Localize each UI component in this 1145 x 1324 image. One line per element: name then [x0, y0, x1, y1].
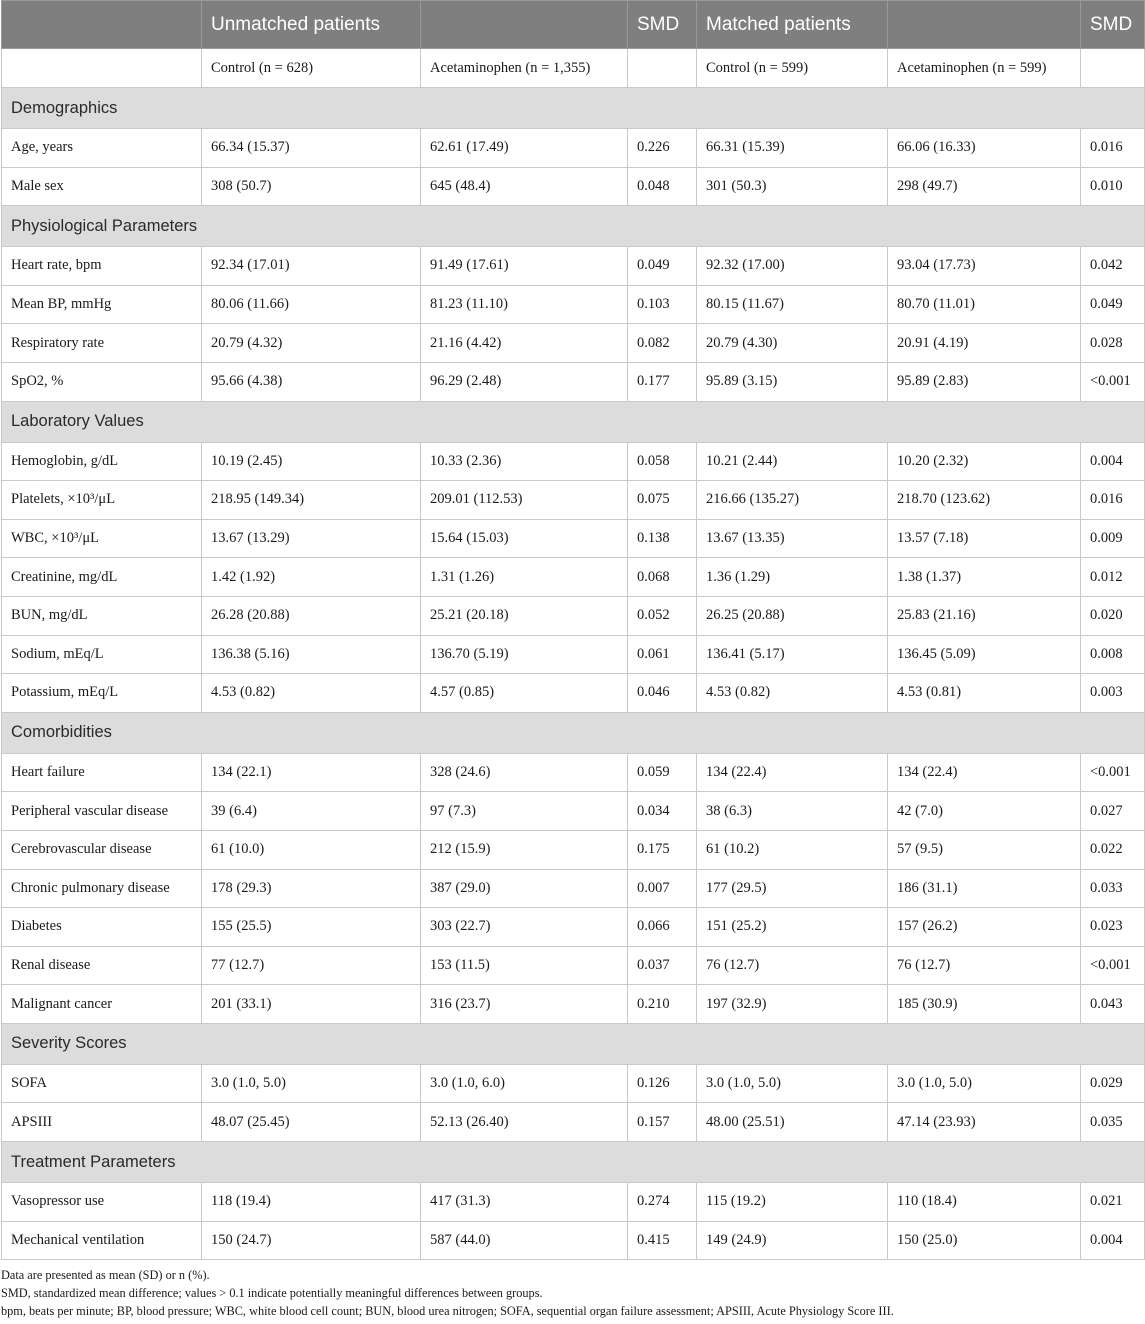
unmatched-smd-value: 0.126 — [628, 1064, 697, 1103]
matched-control-value: 115 (19.2) — [697, 1183, 888, 1222]
unmatched-acetaminophen-value: 209.01 (112.53) — [421, 481, 628, 520]
matched-smd-value: 0.003 — [1081, 674, 1145, 713]
footnote-smd-definition: SMD, standardized mean difference; values > 0.1 indicate potentially meaningful differences between groups. — [1, 1286, 543, 1300]
unmatched-smd-value: 0.061 — [628, 635, 697, 674]
unmatched-smd-value: 0.048 — [628, 167, 697, 206]
table-row — [2, 481, 1145, 520]
unmatched-smd-value: 0.049 — [628, 247, 697, 286]
table-body — [2, 88, 1145, 1260]
unmatched-smd-value: 0.007 — [628, 869, 697, 908]
row-label: Respiratory rate — [2, 324, 202, 363]
table-row — [2, 635, 1145, 674]
matched-control-value: 10.21 (2.44) — [697, 442, 888, 481]
unmatched-acetaminophen-value: 81.23 (11.10) — [421, 285, 628, 324]
section-title: Severity Scores — [2, 1023, 1145, 1064]
unmatched-smd-value: 0.226 — [628, 129, 697, 168]
table-row — [2, 830, 1145, 869]
unmatched-control-value: 118 (19.4) — [202, 1183, 421, 1222]
unmatched-smd-value: 0.175 — [628, 830, 697, 869]
matched-smd-value: 0.004 — [1081, 442, 1145, 481]
header-matched-patients: Matched patients — [697, 1, 888, 49]
matched-acetaminophen-value: 298 (49.7) — [888, 167, 1081, 206]
matched-smd-value: 0.020 — [1081, 596, 1145, 635]
matched-smd-value: 0.016 — [1081, 481, 1145, 520]
matched-acetaminophen-value: 80.70 (11.01) — [888, 285, 1081, 324]
unmatched-acetaminophen-value: 303 (22.7) — [421, 908, 628, 947]
table-row — [2, 674, 1145, 713]
table-row — [2, 442, 1145, 481]
matched-control-value: 4.53 (0.82) — [697, 674, 888, 713]
subheader-smd-blank-cell — [1081, 49, 1145, 88]
matched-control-value: 20.79 (4.30) — [697, 324, 888, 363]
section-title: Demographics — [2, 88, 1145, 129]
subheader-matched-control: Control (n = 599) — [697, 49, 888, 88]
header-matched-blank-cell — [888, 1, 1081, 49]
unmatched-acetaminophen-value: 1.31 (1.26) — [421, 558, 628, 597]
row-label: Sodium, mEq/L — [2, 635, 202, 674]
section-title: Laboratory Values — [2, 401, 1145, 442]
matched-control-value: 197 (32.9) — [697, 985, 888, 1024]
header-unmatched-patients: Unmatched patients — [202, 1, 421, 49]
unmatched-smd-value: 0.415 — [628, 1221, 697, 1260]
table-row — [2, 1183, 1145, 1222]
table-row — [2, 324, 1145, 363]
matched-acetaminophen-value: 185 (30.9) — [888, 985, 1081, 1024]
table-header-row — [2, 1, 1145, 49]
unmatched-smd-value: 0.210 — [628, 985, 697, 1024]
matched-control-value: 38 (6.3) — [697, 792, 888, 831]
unmatched-acetaminophen-value: 4.57 (0.85) — [421, 674, 628, 713]
matched-acetaminophen-value: 20.91 (4.19) — [888, 324, 1081, 363]
matched-acetaminophen-value: 42 (7.0) — [888, 792, 1081, 831]
matched-control-value: 61 (10.2) — [697, 830, 888, 869]
unmatched-control-value: 10.19 (2.45) — [202, 442, 421, 481]
row-label: Chronic pulmonary disease — [2, 869, 202, 908]
row-label: Male sex — [2, 167, 202, 206]
table-row — [2, 753, 1145, 792]
matched-control-value: 26.25 (20.88) — [697, 596, 888, 635]
unmatched-control-value: 48.07 (25.45) — [202, 1103, 421, 1142]
matched-acetaminophen-value: 186 (31.1) — [888, 869, 1081, 908]
unmatched-control-value: 80.06 (11.66) — [202, 285, 421, 324]
row-label: Heart rate, bpm — [2, 247, 202, 286]
row-label: SpO2, % — [2, 362, 202, 401]
unmatched-control-value: 92.34 (17.01) — [202, 247, 421, 286]
matched-smd-value: 0.029 — [1081, 1064, 1145, 1103]
row-label: WBC, ×10³/μL — [2, 519, 202, 558]
matched-control-value: 76 (12.7) — [697, 946, 888, 985]
row-label: Cerebrovascular disease — [2, 830, 202, 869]
unmatched-smd-value: 0.058 — [628, 442, 697, 481]
row-label: BUN, mg/dL — [2, 596, 202, 635]
unmatched-control-value: 61 (10.0) — [202, 830, 421, 869]
unmatched-acetaminophen-value: 417 (31.3) — [421, 1183, 628, 1222]
unmatched-acetaminophen-value: 62.61 (17.49) — [421, 129, 628, 168]
section-title: Treatment Parameters — [2, 1142, 1145, 1183]
matched-smd-value: <0.001 — [1081, 362, 1145, 401]
row-label: Heart failure — [2, 753, 202, 792]
matched-smd-value: 0.023 — [1081, 908, 1145, 947]
matched-smd-value: 0.022 — [1081, 830, 1145, 869]
row-label: Creatinine, mg/dL — [2, 558, 202, 597]
matched-acetaminophen-value: 150 (25.0) — [888, 1221, 1081, 1260]
matched-control-value: 80.15 (11.67) — [697, 285, 888, 324]
unmatched-control-value: 26.28 (20.88) — [202, 596, 421, 635]
row-label: Mechanical ventilation — [2, 1221, 202, 1260]
matched-smd-value: 0.027 — [1081, 792, 1145, 831]
unmatched-acetaminophen-value: 645 (48.4) — [421, 167, 628, 206]
matched-control-value: 301 (50.3) — [697, 167, 888, 206]
unmatched-smd-value: 0.037 — [628, 946, 697, 985]
unmatched-smd-value: 0.068 — [628, 558, 697, 597]
unmatched-acetaminophen-value: 136.70 (5.19) — [421, 635, 628, 674]
matched-acetaminophen-value: 66.06 (16.33) — [888, 129, 1081, 168]
unmatched-acetaminophen-value: 97 (7.3) — [421, 792, 628, 831]
unmatched-acetaminophen-value: 316 (23.7) — [421, 985, 628, 1024]
section-title: Physiological Parameters — [2, 206, 1145, 247]
unmatched-control-value: 201 (33.1) — [202, 985, 421, 1024]
table-row — [2, 946, 1145, 985]
unmatched-smd-value: 0.046 — [628, 674, 697, 713]
table-row — [2, 558, 1145, 597]
unmatched-control-value: 218.95 (149.34) — [202, 481, 421, 520]
matched-control-value: 216.66 (135.27) — [697, 481, 888, 520]
row-label: SOFA — [2, 1064, 202, 1103]
footnote-abbreviations: bpm, beats per minute; BP, blood pressure; WBC, white blood cell count; BUN, blood urea nitrogen; SOFA, sequential organ failure assessment; APSIII, Acute Physiology Score III. — [1, 1304, 894, 1318]
table-row — [2, 869, 1145, 908]
table-row — [2, 1103, 1145, 1142]
matched-control-value: 134 (22.4) — [697, 753, 888, 792]
matched-acetaminophen-value: 157 (26.2) — [888, 908, 1081, 947]
baseline-characteristics-table — [1, 0, 1145, 1260]
matched-control-value: 3.0 (1.0, 5.0) — [697, 1064, 888, 1103]
table-row — [2, 792, 1145, 831]
matched-smd-value: 0.021 — [1081, 1183, 1145, 1222]
unmatched-control-value: 1.42 (1.92) — [202, 558, 421, 597]
table-row — [2, 596, 1145, 635]
unmatched-acetaminophen-value: 587 (44.0) — [421, 1221, 628, 1260]
unmatched-smd-value: 0.034 — [628, 792, 697, 831]
unmatched-control-value: 308 (50.7) — [202, 167, 421, 206]
unmatched-control-value: 136.38 (5.16) — [202, 635, 421, 674]
matched-smd-value: <0.001 — [1081, 946, 1145, 985]
matched-control-value: 151 (25.2) — [697, 908, 888, 947]
matched-smd-value: 0.010 — [1081, 167, 1145, 206]
subheader-unmatched-acetaminophen: Acetaminophen (n = 1,355) — [421, 49, 628, 88]
matched-control-value: 48.00 (25.51) — [697, 1103, 888, 1142]
matched-acetaminophen-value: 95.89 (2.83) — [888, 362, 1081, 401]
matched-smd-value: 0.028 — [1081, 324, 1145, 363]
matched-acetaminophen-value: 10.20 (2.32) — [888, 442, 1081, 481]
unmatched-acetaminophen-value: 15.64 (15.03) — [421, 519, 628, 558]
matched-control-value: 177 (29.5) — [697, 869, 888, 908]
header-smd-unmatched: SMD — [628, 1, 697, 49]
header-unmatched-blank-cell — [421, 1, 628, 49]
table-row — [2, 985, 1145, 1024]
matched-acetaminophen-value: 136.45 (5.09) — [888, 635, 1081, 674]
unmatched-control-value: 13.67 (13.29) — [202, 519, 421, 558]
table-row — [2, 247, 1145, 286]
matched-control-value: 136.41 (5.17) — [697, 635, 888, 674]
unmatched-acetaminophen-value: 96.29 (2.48) — [421, 362, 628, 401]
matched-control-value: 95.89 (3.15) — [697, 362, 888, 401]
matched-acetaminophen-value: 3.0 (1.0, 5.0) — [888, 1064, 1081, 1103]
matched-control-value: 1.36 (1.29) — [697, 558, 888, 597]
row-label: Hemoglobin, g/dL — [2, 442, 202, 481]
section-header-row — [2, 88, 1145, 129]
table-row — [2, 519, 1145, 558]
section-header-row — [2, 712, 1145, 753]
row-label: Diabetes — [2, 908, 202, 947]
unmatched-control-value: 134 (22.1) — [202, 753, 421, 792]
matched-acetaminophen-value: 134 (22.4) — [888, 753, 1081, 792]
table-row — [2, 1221, 1145, 1260]
unmatched-acetaminophen-value: 153 (11.5) — [421, 946, 628, 985]
matched-control-value: 66.31 (15.39) — [697, 129, 888, 168]
unmatched-control-value: 4.53 (0.82) — [202, 674, 421, 713]
section-header-row — [2, 206, 1145, 247]
matched-acetaminophen-value: 25.83 (21.16) — [888, 596, 1081, 635]
matched-acetaminophen-value: 110 (18.4) — [888, 1183, 1081, 1222]
unmatched-smd-value: 0.066 — [628, 908, 697, 947]
matched-acetaminophen-value: 47.14 (23.93) — [888, 1103, 1081, 1142]
matched-smd-value: 0.042 — [1081, 247, 1145, 286]
unmatched-smd-value: 0.082 — [628, 324, 697, 363]
row-label: Malignant cancer — [2, 985, 202, 1024]
section-header-row — [2, 1142, 1145, 1183]
table-row — [2, 908, 1145, 947]
unmatched-smd-value: 0.177 — [628, 362, 697, 401]
unmatched-acetaminophen-value: 21.16 (4.42) — [421, 324, 628, 363]
row-label: Potassium, mEq/L — [2, 674, 202, 713]
matched-smd-value: 0.004 — [1081, 1221, 1145, 1260]
table-row — [2, 167, 1145, 206]
unmatched-smd-value: 0.157 — [628, 1103, 697, 1142]
row-label: Mean BP, mmHg — [2, 285, 202, 324]
matched-control-value: 149 (24.9) — [697, 1221, 888, 1260]
matched-smd-value: 0.043 — [1081, 985, 1145, 1024]
matched-smd-value: 0.012 — [1081, 558, 1145, 597]
unmatched-acetaminophen-value: 10.33 (2.36) — [421, 442, 628, 481]
header-smd-matched: SMD — [1081, 1, 1145, 49]
section-header-row — [2, 1023, 1145, 1064]
unmatched-smd-value: 0.103 — [628, 285, 697, 324]
section-title: Comorbidities — [2, 712, 1145, 753]
matched-acetaminophen-value: 1.38 (1.37) — [888, 558, 1081, 597]
matched-control-value: 92.32 (17.00) — [697, 247, 888, 286]
unmatched-acetaminophen-value: 328 (24.6) — [421, 753, 628, 792]
matched-smd-value: <0.001 — [1081, 753, 1145, 792]
unmatched-acetaminophen-value: 91.49 (17.61) — [421, 247, 628, 286]
unmatched-acetaminophen-value: 3.0 (1.0, 6.0) — [421, 1064, 628, 1103]
unmatched-control-value: 150 (24.7) — [202, 1221, 421, 1260]
unmatched-smd-value: 0.274 — [628, 1183, 697, 1222]
matched-smd-value: 0.035 — [1081, 1103, 1145, 1142]
subheader-unmatched-control: Control (n = 628) — [202, 49, 421, 88]
footnote-data-format: Data are presented as mean (SD) or n (%). — [1, 1268, 210, 1282]
matched-acetaminophen-value: 218.70 (123.62) — [888, 481, 1081, 520]
row-label: APSIII — [2, 1103, 202, 1142]
table-row — [2, 285, 1145, 324]
row-label: Renal disease — [2, 946, 202, 985]
table-row — [2, 129, 1145, 168]
unmatched-control-value: 20.79 (4.32) — [202, 324, 421, 363]
unmatched-smd-value: 0.075 — [628, 481, 697, 520]
matched-smd-value: 0.008 — [1081, 635, 1145, 674]
row-label: Platelets, ×10³/μL — [2, 481, 202, 520]
unmatched-smd-value: 0.138 — [628, 519, 697, 558]
matched-control-value: 13.67 (13.35) — [697, 519, 888, 558]
matched-acetaminophen-value: 13.57 (7.18) — [888, 519, 1081, 558]
unmatched-acetaminophen-value: 25.21 (20.18) — [421, 596, 628, 635]
matched-acetaminophen-value: 57 (9.5) — [888, 830, 1081, 869]
subheader-matched-acetaminophen: Acetaminophen (n = 599) — [888, 49, 1081, 88]
unmatched-control-value: 178 (29.3) — [202, 869, 421, 908]
table-row — [2, 362, 1145, 401]
matched-smd-value: 0.033 — [1081, 869, 1145, 908]
subheader-blank-cell — [2, 49, 202, 88]
matched-smd-value: 0.009 — [1081, 519, 1145, 558]
table-row — [2, 1064, 1145, 1103]
table-footnotes — [1, 1266, 1141, 1320]
matched-smd-value: 0.016 — [1081, 129, 1145, 168]
matched-smd-value: 0.049 — [1081, 285, 1145, 324]
unmatched-smd-value: 0.052 — [628, 596, 697, 635]
unmatched-control-value: 77 (12.7) — [202, 946, 421, 985]
row-label: Age, years — [2, 129, 202, 168]
row-label: Vasopressor use — [2, 1183, 202, 1222]
unmatched-control-value: 66.34 (15.37) — [202, 129, 421, 168]
subheader-smd-blank-cell — [628, 49, 697, 88]
unmatched-acetaminophen-value: 52.13 (26.40) — [421, 1103, 628, 1142]
matched-acetaminophen-value: 76 (12.7) — [888, 946, 1081, 985]
unmatched-acetaminophen-value: 212 (15.9) — [421, 830, 628, 869]
header-blank-cell — [2, 1, 202, 49]
unmatched-control-value: 39 (6.4) — [202, 792, 421, 831]
unmatched-control-value: 155 (25.5) — [202, 908, 421, 947]
section-header-row — [2, 401, 1145, 442]
unmatched-control-value: 95.66 (4.38) — [202, 362, 421, 401]
matched-acetaminophen-value: 4.53 (0.81) — [888, 674, 1081, 713]
row-label: Peripheral vascular disease — [2, 792, 202, 831]
unmatched-smd-value: 0.059 — [628, 753, 697, 792]
unmatched-acetaminophen-value: 387 (29.0) — [421, 869, 628, 908]
matched-acetaminophen-value: 93.04 (17.73) — [888, 247, 1081, 286]
table-subheader-row — [2, 49, 1145, 88]
unmatched-control-value: 3.0 (1.0, 5.0) — [202, 1064, 421, 1103]
